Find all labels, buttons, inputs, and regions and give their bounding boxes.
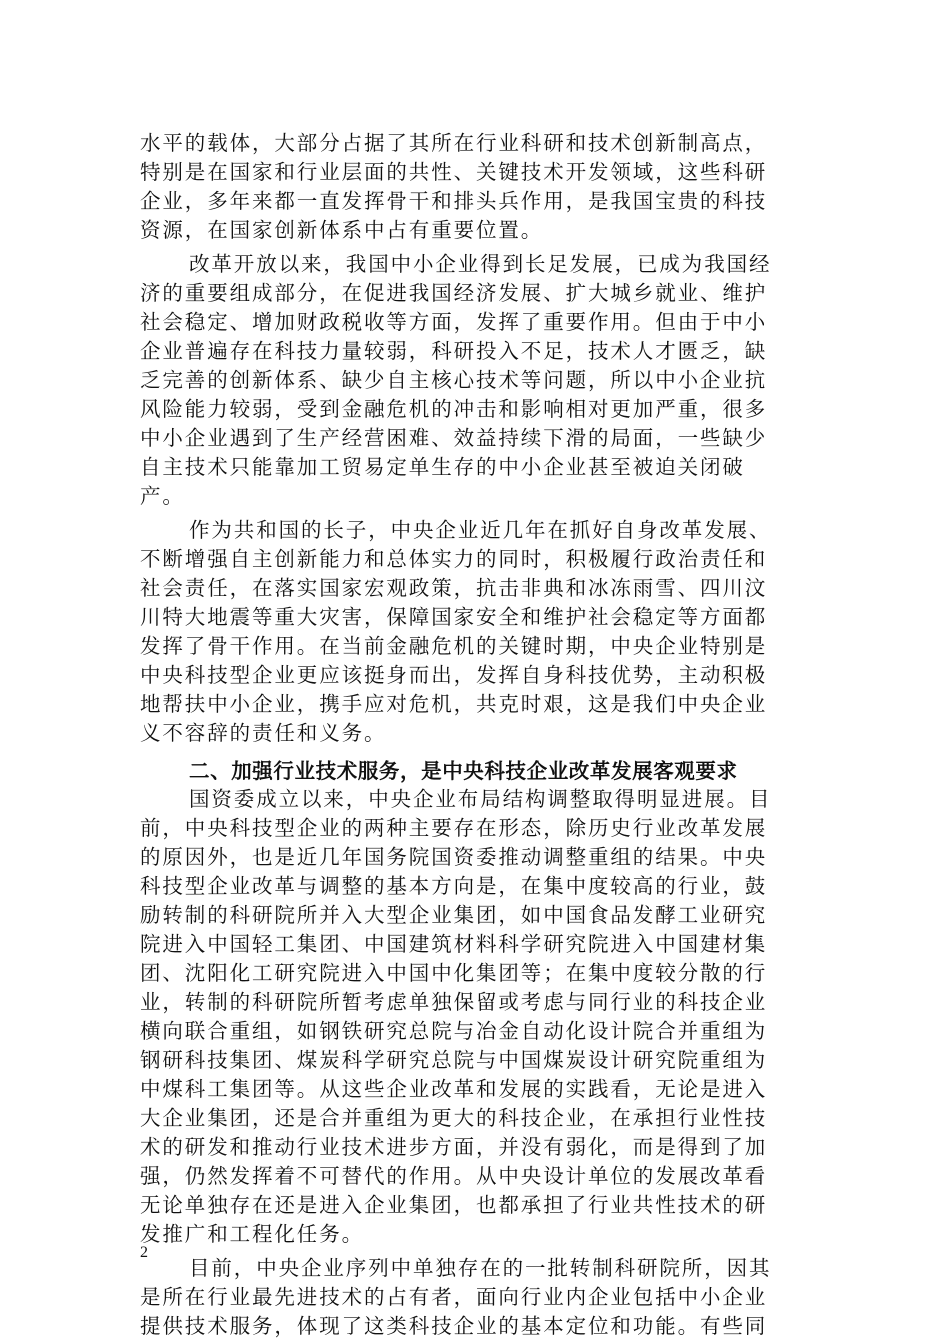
- text-line: 中小企业遇到了生产经营困难、效益持续下滑的局面，一些缺少: [140, 426, 768, 450]
- text-line: 产。: [140, 484, 185, 508]
- text-line: 企业，多年来都一直发挥骨干和排头兵作用，是我国宝贵的科技: [140, 189, 768, 213]
- text-line: 改革开放以来，我国中小企业得到长足发展，已成为我国经: [189, 252, 772, 276]
- text-line: 中央科技型企业更应该挺身而出，发挥自身科技优势，主动积极: [140, 663, 768, 687]
- text-line: 科技型企业改革与调整的基本方向是，在集中度较高的行业，鼓: [140, 874, 768, 898]
- text-line: 企业普遍存在科技力量较弱，科研投入不足，技术人才匮乏，缺: [140, 339, 768, 363]
- text-line: 不断增强自主创新能力和总体实力的同时，积极履行政治责任和: [140, 547, 768, 571]
- text-line: 作为共和国的长子，中央企业近几年在抓好自身改革发展、: [189, 518, 772, 542]
- text-line: 的原因外，也是近几年国务院国资委推动调整重组的结果。中央: [140, 845, 768, 869]
- text-line: 大企业集团，还是合并重组为更大的科技企业，在承担行业性技: [140, 1106, 768, 1130]
- text-line: 院进入中国轻工集团、中国建筑材料科学研究院进入中国建材集: [140, 932, 768, 956]
- page-number: 2: [140, 1244, 148, 1261]
- text-line: 川特大地震等重大灾害，保障国家安全和维护社会稳定等方面都: [140, 605, 768, 629]
- text-line: 无论单独存在还是进入企业集团，也都承担了行业共性技术的研: [140, 1193, 768, 1217]
- text-line: 强，仍然发挥着不可替代的作用。从中央设计单位的发展改革看: [140, 1164, 768, 1188]
- text-line: 前，中央科技型企业的两种主要存在形态，除历史行业改革发展: [140, 816, 768, 840]
- text-line: 发推广和工程化任务。: [140, 1222, 364, 1246]
- text-line: 团、沈阳化工研究院进入中国中化集团等；在集中度较分散的行: [140, 961, 768, 985]
- text-line: 地帮扶中小企业，携手应对危机，共克时艰，这是我们中央企业: [140, 692, 768, 716]
- text-line: 社会责任，在落实国家宏观政策，抗击非典和冰冻雨雪、四川汶: [140, 576, 768, 600]
- text-line: 济的重要组成部分，在促进我国经济发展、扩大城乡就业、维护: [140, 281, 768, 305]
- text-line: 社会稳定、增加财政税收等方面，发挥了重要作用。但由于中小: [140, 310, 768, 334]
- text-line: 钢研科技集团、煤炭科学研究总院与中国煤炭设计研究院重组为: [140, 1048, 768, 1072]
- text-line: 资源，在国家创新体系中占有重要位置。: [140, 218, 544, 242]
- text-line: 励转制的科研院所并入大型企业集团，如中国食品发酵工业研究: [140, 903, 768, 927]
- text-line: 横向联合重组，如钢铁研究总院与冶金自动化设计院合并重组为: [140, 1019, 768, 1043]
- text-line: 术的研发和推动行业技术进步方面，并没有弱化，而是得到了加: [140, 1135, 768, 1159]
- text-line: 自主技术只能靠加工贸易定单生存的中小企业甚至被迫关闭破: [140, 455, 745, 479]
- text-line: 中煤科工集团等。从这些企业改革和发展的实践看，无论是进入: [140, 1077, 768, 1101]
- text-line: 国资委成立以来，中央企业布局结构调整取得明显进展。目: [189, 787, 772, 811]
- text-line: 发挥了骨干作用。在当前金融危机的关键时期，中央企业特别是: [140, 634, 768, 658]
- text-line: 风险能力较弱，受到金融危机的冲击和影响相对更加严重，很多: [140, 397, 768, 421]
- text-line: 义不容辞的责任和义务。: [140, 721, 387, 745]
- text-line: 业，转制的科研院所暂考虑单独保留或考虑与同行业的科技企业: [140, 990, 768, 1014]
- text-line: 是所在行业最先进技术的占有者，面向行业内企业包括中小企业: [140, 1285, 768, 1309]
- section-heading: 二、加强行业技术服务，是中央科技企业改革发展客观要求: [189, 759, 738, 783]
- text-line: 目前，中央企业序列中单独存在的一批转制科研院所，因其: [189, 1256, 772, 1280]
- text-line: 特别是在国家和行业层面的共性、关键技术开发领域，这些科研: [140, 160, 768, 184]
- text-line: 水平的载体，大部分占据了其所在行业科研和技术创新制高点，: [140, 131, 768, 155]
- text-line: 乏完善的创新体系、缺少自主核心技术等问题，所以中小企业抗: [140, 368, 768, 392]
- text-line: 提供技术服务，体现了这类科技企业的基本定位和功能。有些同: [140, 1314, 768, 1338]
